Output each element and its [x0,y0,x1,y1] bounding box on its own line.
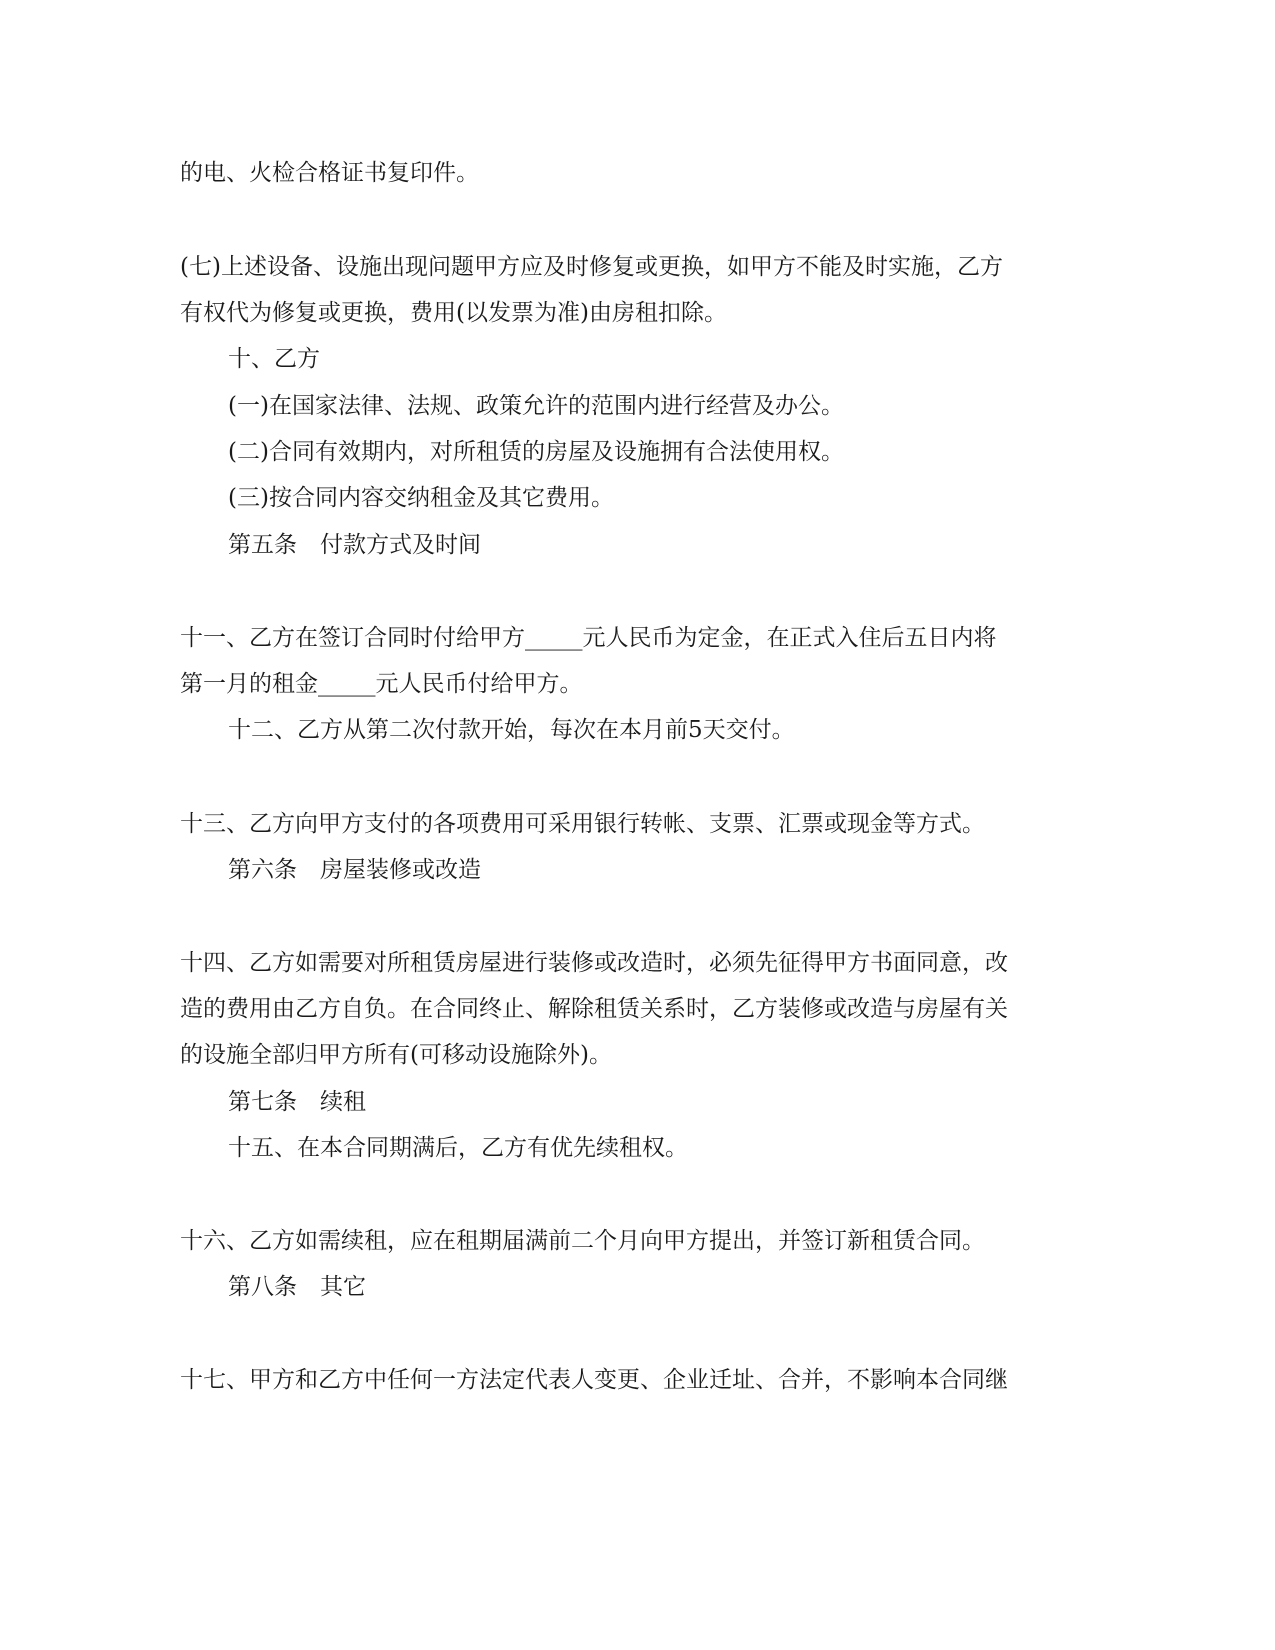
text-line: 的设施全部归甲方所有(可移动设施除外)。 [180,1042,612,1068]
section-heading: 十、乙方 [228,346,320,372]
text-line: 十二、乙方从第二次付款开始，每次在本月前5天交付。 [228,717,795,743]
text-line: 十七、甲方和乙方中任何一方法定代表人变更、企业迁址、合并，不影响本合同继 [180,1367,1008,1393]
text-line: (三)按合同内容交纳租金及其它费用。 [228,485,614,511]
text-line: 十三、乙方向甲方支付的各项费用可采用银行转帐、支票、汇票或现金等方式。 [180,811,985,837]
article-heading: 第六条 房屋装修或改造 [228,857,481,883]
text-line: (一)在国家法律、法规、政策允许的范围内进行经营及办公。 [228,393,844,419]
text-line: 十一、乙方在签订合同时付给甲方_____元人民币为定金，在正式入住后五日内将 [180,625,997,651]
text-line: 有权代为修复或更换，费用(以发票为准)由房租扣除。 [180,300,727,326]
article-heading: 第五条 付款方式及时间 [228,532,481,558]
text-line: 的电、火检合格证书复印件。 [180,160,479,186]
text-line: 十六、乙方如需续租，应在租期届满前二个月向甲方提出，并签订新租赁合同。 [180,1228,985,1254]
text-line: 第一月的租金_____元人民币付给甲方。 [180,671,583,697]
text-line: 十五、在本合同期满后，乙方有优先续租权。 [228,1135,688,1161]
article-heading: 第七条 续租 [228,1089,366,1115]
article-heading: 第八条 其它 [228,1274,366,1300]
text-line: (二)合同有效期内，对所租赁的房屋及设施拥有合法使用权。 [228,439,844,465]
text-line: 造的费用由乙方自负。在合同终止、解除租赁关系时，乙方装修或改造与房屋有关 [180,996,1008,1022]
text-line: 十四、乙方如需要对所租赁房屋进行装修或改造时，必须先征得甲方书面同意，改 [180,950,1008,976]
text-line: (七)上述设备、设施出现问题甲方应及时修复或更换，如甲方不能及时实施，乙方 [180,254,1003,280]
